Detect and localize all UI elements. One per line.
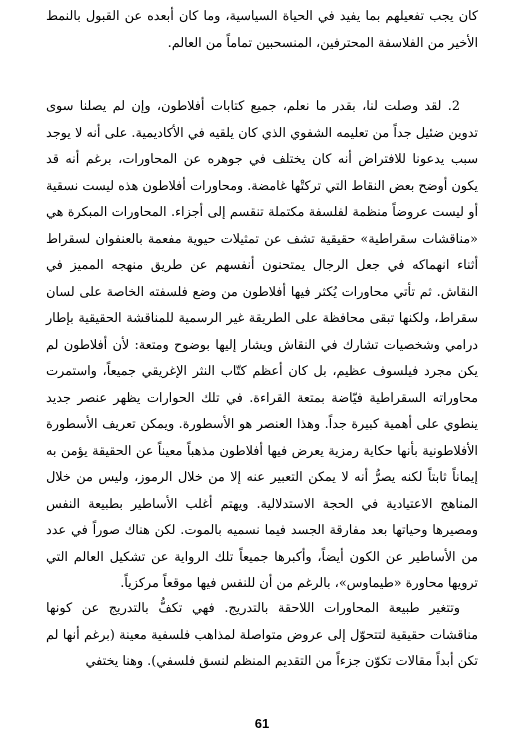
- paragraph-later-dialogues: وتتغير طبيعة المحاورات اللاحقة بالتدريج. فهي تكفُّ بالتدريج عن كونها مناقشات حقيقية لتتحوّل إلى عروض متواصلة لمذاهب فلسفية معينة (برغم أنها لم تكن أبداً مقالات تكوّن جزءاً من التقديم المنظم لنسق فلسفي). وهنا يختفي: [46, 601, 478, 669]
- paragraph-continuation: كان يجب تفعيلهم بما يفيد في الحياة السياسية، وما كان أبعده عن القبول بالنمط الأخير من الفلاسفة المحترفين، المنسحبين تماماً من العالم.: [46, 9, 478, 51]
- text-block-top: [46, 4, 478, 57]
- paragraph-section-2: 2. لقد وصلت لنا، بقدر ما نعلم، جميع كتابات أفلاطون، وإن لم يصلنا سوى تدوين ضئيل جداً من تعليمه الشفوي الذي كان يلقيه في الأكاديمية. على أنه لا يوجد سبب يدعونا للافتراض أنه كان يختلف في جوهره عن المحاورات، برغم أنه قد يكون أوضح بعض النقاط التي تركتْها غامضة. ومحاورات أفلاطون هذه ليست نسقية أو ليست عروضاً منظمة لفلسفة مكتملة تنقسم إلى أجزاء. المحاورات المبكرة هي «مناقشات سقراطية» حقيقية تشف عن تمثيلات حيوية مفعمة بالعنفوان لسقراط أثناء انهماكه في جعل الرجال يمتحنون أنفسهم عن طريق منهجه المميز في النقاش. ثم تأتي محاورات يُكثر فيها أفلاطون من وضع فلسفته الخاصة على لسان سقراط، ولكنها تبقى محافظة على الطريقة غير الرسمية للمناقشة الحقيقية بإطار درامي وشخصيات تشارك في النقاش ويشار إليها بوضوح ومتعة: لأن أفلاطون لم يكن مجرد فيلسوف عظيم، بل كان أعظم كتّاب النثر الإغريقي جميعاً، واستمرت محاوراته السقراطية فيّاضة بمتعة القراءة. في تلك الحوارات يظهر عنصر جديد ينطوي على أهمية كبيرة جداً. وهذا العنصر هو الأسطورة. ويمكن تعريف الأسطورة الأفلاطونية بأنها حكاية رمزية يعرض فيها أفلاطون مذهباً معيناً عن الحقيقة يؤمن به إيماناً ثابتاً لكنه يصرُّ أنه لا يمكن التعبير عنه إلا من خلال الرموز، وليس من خلال المناهج الاعتيادية في الحجة الاستدلالية. ويهتم أغلب الأساطير بطبيعة النفس ومصيرها وحياتها بعد مفارقة الجسد فيما نسميه بالموت. لكن هناك صوراً في عدد من الأساطير عن الكون أيضاً، وأكبرها جميعاً تلك الرواية عن تشكيل العالم التي ترويها محاورة «طيماوس»، بالرغم من أن للنفس فيها موقعاً مركزياً.: [46, 99, 478, 591]
- text-block-bottom: [46, 596, 478, 676]
- text-block-main: [46, 94, 478, 598]
- page-number: 61: [254, 716, 270, 731]
